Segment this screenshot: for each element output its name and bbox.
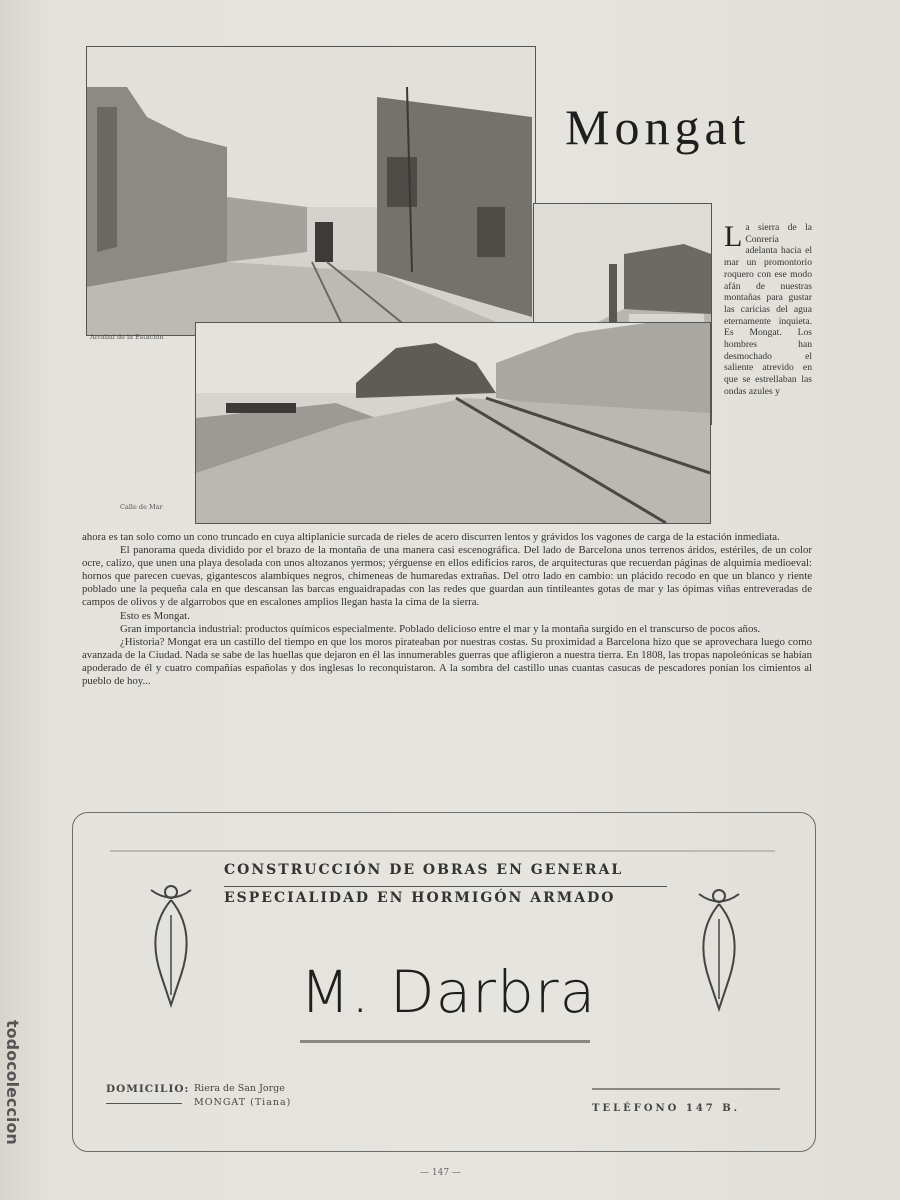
photo-arrabal-estacion (86, 46, 536, 336)
caption-photo-3: Calle de Mar (120, 503, 163, 511)
ornament-left-icon (146, 880, 196, 1010)
ad-line-1: CONSTRUCCIÓN DE OBRAS EN GENERAL (224, 862, 624, 878)
intro-text: a sierra de la Conrería adelanta hacia el mar un promontorio roquero con ese modo afán de nuestras montañas para gustar las caricias del agua eternamente inquieta. Es Mongat. Los hombres han desmochado el saliente atrevido en que se estrellaban las ondas azules y (724, 222, 812, 397)
paragraph-1: ahora es tan solo como un cono truncado en cuya altiplanicie surcada de rieles de acero discurren lentos y grávidos los vagones de carga de la estación inmediata. (82, 531, 780, 543)
article-title: Mongat (565, 99, 751, 155)
ad-top-rule (110, 850, 775, 852)
ad-domicilio-town: MONGAT (Tiana) (194, 1097, 292, 1108)
ad-domicilio-label: DOMICILIO: (106, 1083, 190, 1095)
ad-name-underline (300, 1040, 590, 1043)
paragraph-2: El panorama queda dividido por el brazo de la montaña de una manera casi escenográfica. Del lado de Barcelona unos terrenos áridos, estériles, de un color ocre, calizo, que unen una playa desolada con unos altozanos yermos; yérguense en ellos edificios raros, de arquitecturas que recuerdan páginas de alquimia medioeval: hornos que parecen cuevas, gigantescos alambiques negros, chimeneas de humaredas extrañas. Del otro lado en cambio: un plácido recodo en que un blanco y riente poblado une la pequeña cala en que descansan las barcas enguaidrapadas con las redes que guardan aun tintileantes gotas de mar y las ópimas viñas entreveradas de campos de olivos y de algarrobos que en escalones amplios llegan hasta la cima de la sierra. (82, 544, 812, 609)
drop-cap: L (724, 220, 743, 253)
ad-line-2: ESPECIALIDAD EN HORMIGÓN ARMADO (224, 890, 616, 906)
page-number: — 147 — (420, 1168, 461, 1178)
watermark (4, 1020, 26, 1190)
ad-telefono: TELÉFONO 147 B. (592, 1103, 741, 1114)
watermark-text: todocoleccion (3, 1020, 22, 1145)
paragraph-4: Gran importancia industrial: productos químicos especialmente. Poblado delicioso entre el mar y la montaña surgido en el transcurso de pocos años. (120, 622, 761, 635)
ornament-right-icon (694, 884, 744, 1014)
ad-telefono-rule (592, 1088, 780, 1090)
ad-domicilio-street: Riera de San Jorge (194, 1083, 285, 1094)
paragraph-3: Esto es Mongat. (120, 609, 190, 622)
photo-calle-de-mar (195, 322, 711, 524)
intro-column (724, 222, 812, 398)
article-body (82, 531, 812, 688)
ad-domicilio-rule (106, 1103, 182, 1104)
paragraph-5: ¿Historia? Mongat era un castillo del tiempo en que los moros pirateaban por nuestras costas. Su proximidad a Barcelona hizo que se aprovechara luego como avanzada de la Ciudad. Nada se sabe de las huellas que dejaron en él las innumerables guerras que afligieron a nuestra tierra. En 1808, las tropas napoleónicas se habían apoderado de él y cuatro compañías españolas y dos inglesas lo reconquistaron. A la sombra del castillo unas cuantas casucas de pescadores ponían los cimientos al pueblo de hoy... (82, 635, 812, 688)
caption-photo-1: Arrabal de la Estación (90, 333, 164, 341)
ad-company-name: M. Darbra (300, 958, 597, 1026)
ad-divider (224, 886, 667, 887)
